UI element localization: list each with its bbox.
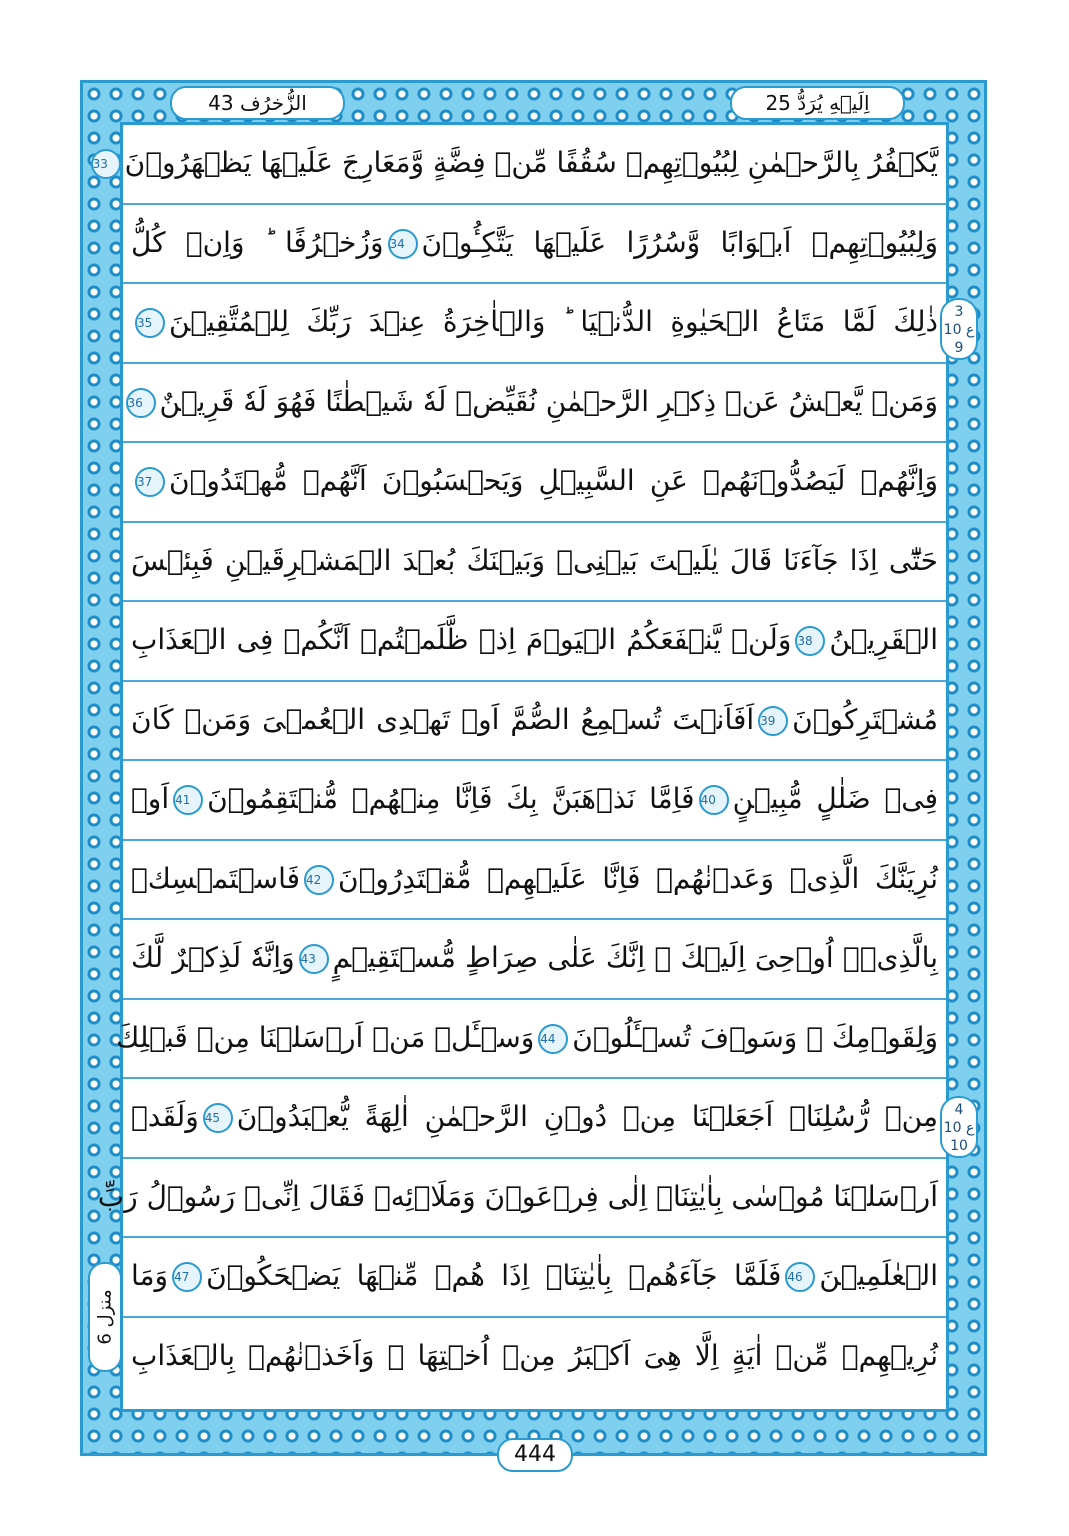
verse-line: حَتّٰٓى اِذَا جَآءَنَا قَالَ يٰلَيۡتَ بَيۡنِىۡ وَبَيۡنَكَ بُعۡدَ الۡمَشۡرِقَيۡنِ فَبِئۡسَ: [123, 523, 946, 603]
ayah-marker: 46: [785, 1262, 815, 1292]
ayah-marker: 35: [135, 308, 165, 338]
verse-line: مُشۡتَرِكُوۡنَ39اَفَاَنۡتَ تُسۡمِعُ الصُّمَّ اَوۡ تَهۡدِى الۡعُمۡىَ وَمَنۡ كَانَ: [123, 682, 946, 762]
verse-line: الۡعٰلَمِيۡنَ46فَلَمَّا جَآءَهُمۡ بِاٰيٰتِنَاۤ اِذَا هُمۡ مِّنۡهَا يَضۡحَكُوۡنَ47وَمَا: [123, 1238, 946, 1318]
ayah-marker: 39: [758, 706, 788, 736]
ayah-marker: 36: [126, 388, 156, 418]
ruku-marker: 3 ع 10 9: [940, 298, 978, 360]
ayah-marker: 40: [699, 785, 729, 815]
verse-line: يَّكۡفُرُ بِالرَّحۡمٰنِ لِبُيُوۡتِهِمۡ سُقُفًا مِّنۡ فِضَّةٍ وَّمَعَارِجَ عَلَيۡهَا يَظۡهَرُوۡنَ33: [123, 125, 946, 205]
ayah-marker: 44: [538, 1024, 568, 1054]
ayah-marker: 42: [304, 865, 334, 895]
verse-line: نُرِيَنَّكَ الَّذِىۡ وَعَدۡنٰهُمۡ فَاِنَّا عَلَيۡهِمۡ مُّقۡتَدِرُوۡنَ42فَاسۡتَمۡسِكۡ: [123, 841, 946, 921]
verse-line: وَلِقَوۡمِكَ ۚ وَسَوۡفَ تُسۡـَٔلُوۡنَ44وَسۡـَٔلۡ مَنۡ اَرۡسَلۡنَا مِنۡ قَبۡلِكَ: [123, 1000, 946, 1080]
verse-line: وَلِبُيُوۡتِهِمۡ اَبۡوَابًا وَّسُرُرًا عَلَيۡهَا يَتَّكِـُٔوۡنَ34وَزُخۡرُفًا ؕ وَاِنۡ كُلُّ: [123, 205, 946, 285]
verse-line: وَمَنۡ يَّعۡشُ عَنۡ ذِكۡرِ الرَّحۡمٰنِ نُقَيِّضۡ لَهٗ شَيۡطٰنًا فَهُوَ لَهٗ قَرِيۡنٌ36: [123, 364, 946, 444]
ayah-marker: 47: [172, 1262, 202, 1292]
manzil-marker: منزل 6: [88, 1262, 122, 1372]
ayah-marker: 37: [135, 467, 165, 497]
ayah-marker: 34: [388, 229, 418, 259]
verse-line: وَاِنَّهُمۡ لَيَصُدُّوۡنَهُمۡ عَنِ السَّبِيۡلِ وَيَحۡسَبُوۡنَ اَنَّهُمۡ مُّهۡتَدُوۡنَ37: [123, 443, 946, 523]
verse-line: اَرۡسَلۡنَا مُوۡسٰى بِاٰيٰتِنَاۤ اِلٰى فِرۡعَوۡنَ وَمَلَا۟ئِهٖ فَقَالَ اِنِّىۡ رَسُوۡلُ رَبِّ: [123, 1159, 946, 1239]
ruku-marker: 4 ع 10 10: [940, 1096, 978, 1158]
verse-line: ذٰلِكَ لَمَّا مَتَاعُ الۡحَيٰوةِ الدُّنۡيَا ؕ وَالۡاٰخِرَةُ عِنۡدَ رَبِّكَ لِلۡمُتَّقِيۡنَ35: [123, 284, 946, 364]
ayah-marker: 45: [203, 1103, 233, 1133]
verse-line: مِنۡ رُّسُلِنَاۤ اَجَعَلۡنَا مِنۡ دُوۡنِ الرَّحۡمٰنِ اٰلِهَةً يُّعۡبَدُوۡنَ45وَلَقَدۡ: [123, 1079, 946, 1159]
ayah-marker: 43: [299, 944, 329, 974]
verse-line: نُرِيۡهِمۡ مِّنۡ اٰيَةٍ اِلَّا هِىَ اَكۡبَرُ مِنۡ اُخۡتِهَا ۚ وَاَخَذۡنٰهُمۡ بِالۡعَذَابِ: [131, 1338, 938, 1372]
verse-line: الۡقَرِيۡنُ38وَلَنۡ يَّنۡفَعَكُمُ الۡيَوۡمَ اِذۡ ظَّلَمۡتُمۡ اَنَّكُمۡ فِى الۡعَذَابِ: [123, 602, 946, 682]
verse-line: بِالَّذِىۡۤ اُوۡحِىَ اِلَيۡكَ ۚ اِنَّكَ عَلٰى صِرَاطٍ مُّسۡتَقِيۡمٍ43وَاِنَّهٗ لَذِكۡرٌ لَّكَ: [123, 920, 946, 1000]
para-name-header: اِلَيۡهِ يُرَدُّ 25: [730, 86, 905, 120]
surah-name-header: الزُّخرُف 43: [170, 86, 345, 120]
ayah-marker: 33: [91, 149, 121, 179]
ayah-marker: 41: [173, 785, 203, 815]
verse-line: فِىۡ ضَلٰلٍ مُّبِيۡنٍ40فَاِمَّا نَذۡهَبَنَّ بِكَ فَاِنَّا مِنۡهُمۡ مُّنۡتَقِمُوۡنَ41اَوۡ: [123, 761, 946, 841]
page-number: 444: [497, 1438, 573, 1472]
ayah-marker: 38: [795, 626, 825, 656]
